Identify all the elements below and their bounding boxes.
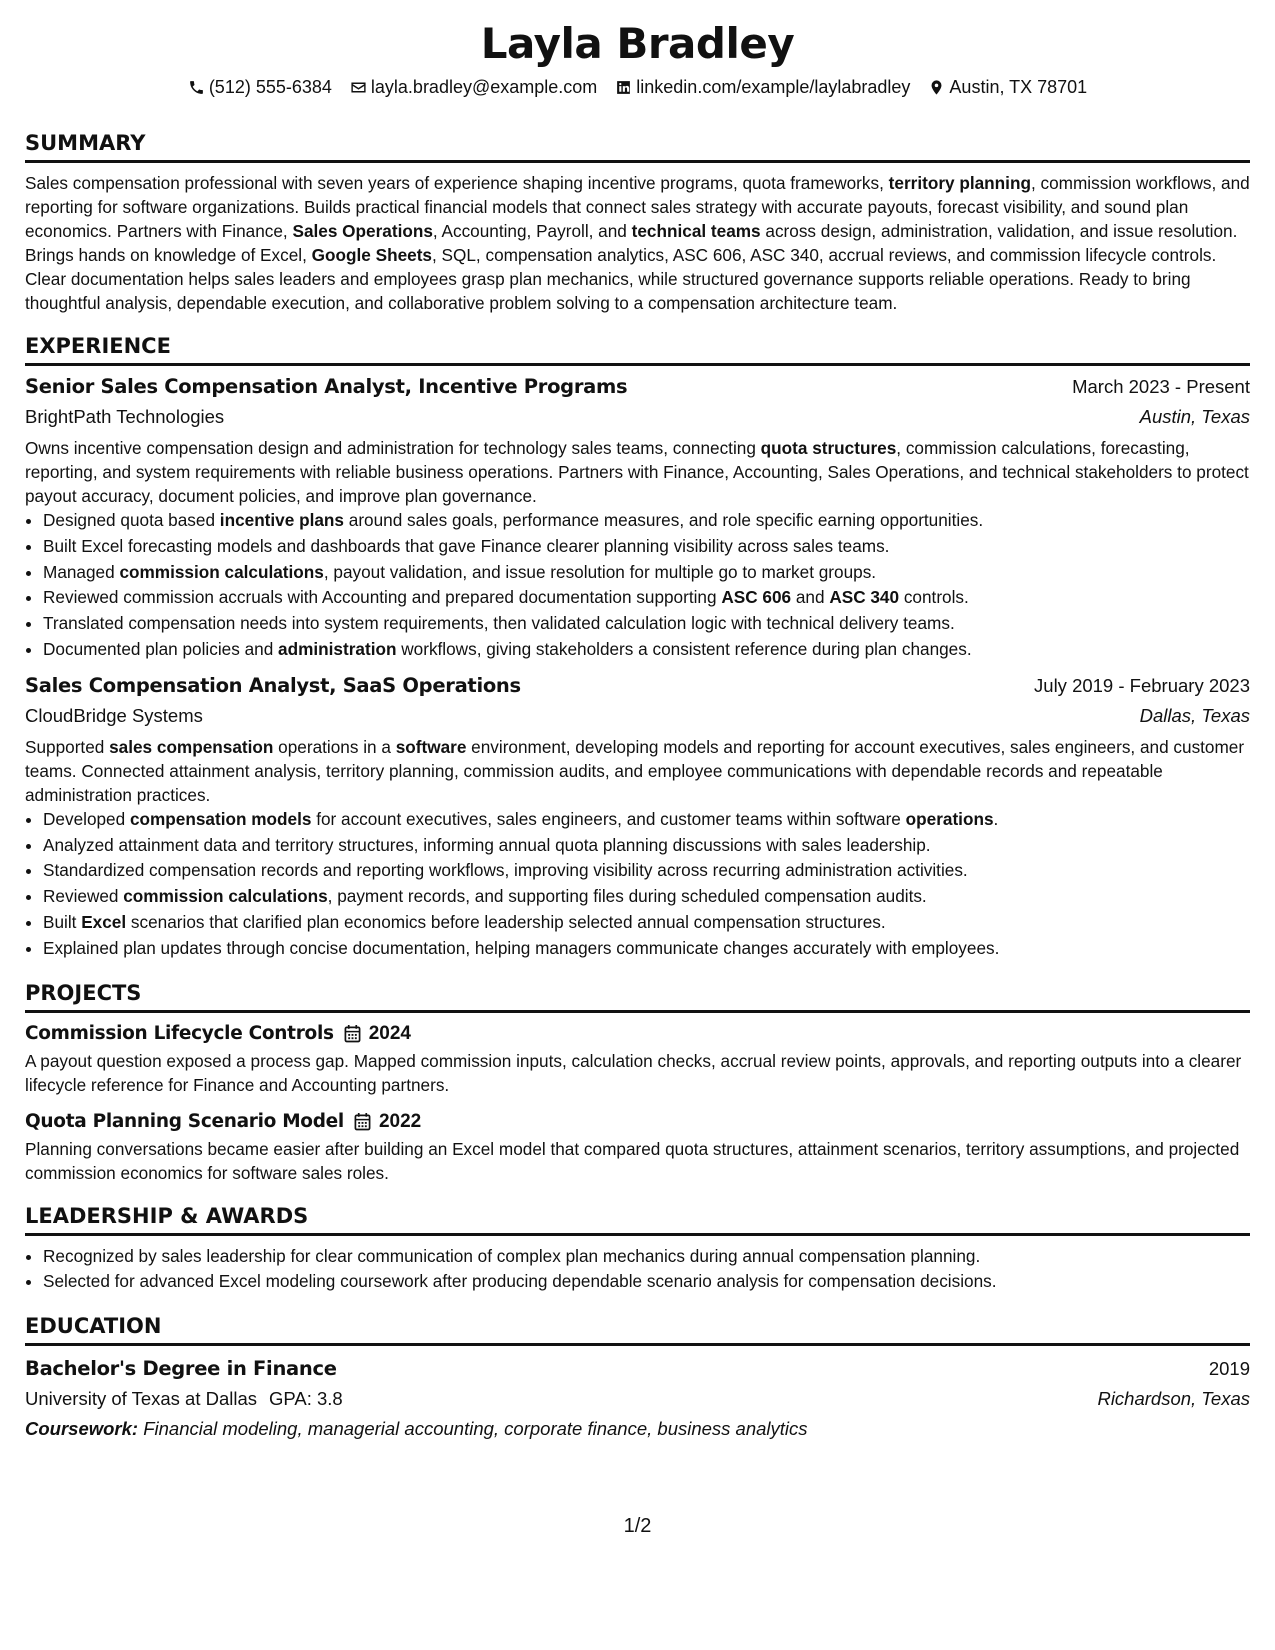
list-item: • Built Excel forecasting models and dashboards that gave Finance clearer planning visibility across sales teams. [43,534,1250,560]
experience-section [25,333,1250,962]
list-item: • Documented plan policies and administration workflows, giving stakeholders a consistent reference during plan changes. [43,637,1250,663]
company-name: BrightPath Technologies [25,406,225,427]
page-number: 1/2 [623,1515,652,1537]
project-year: 2022 [378,1110,422,1132]
resume-page [25,18,1250,1444]
job-bullets [25,807,1250,962]
list-item: • Recognized by sales leadership for clear communication of complex plan mechanics during annual compensation planning. [43,1244,1250,1270]
map-pin-icon [928,79,945,96]
graduation-year: 2019 [1208,1358,1250,1380]
section-title-education: EDUCATION [25,1313,1250,1346]
school-location: Richardson, Texas [1097,1388,1250,1410]
leadership-list [25,1244,1250,1296]
list-item: • Built Excel scenarios that clarified plan economics before leadership selected annual compensation structures. [43,910,1250,936]
list-item: • Selected for advanced Excel modeling coursework after producing dependable scenario analysis for compensation decisions. [43,1269,1250,1295]
job-bullets [25,508,1250,663]
project-year: 2024 [368,1022,411,1044]
contact-bar [25,74,1250,100]
list-item: • Reviewed commission calculations, payment records, and supporting files during scheduled compensation audits. [43,884,1250,910]
list-item: • Designed quota based incentive plans around sales goals, performance measures, and role specific earning opportunities. [43,508,1250,534]
job-date: March 2023 - Present [1072,376,1250,397]
phone-icon [188,79,205,96]
list-item: • Translated compensation needs into system requirements, then validated calculation logic with technical delivery teams. [43,611,1250,637]
job-description: Owns incentive compensation design and administration for technology sales teams, connecting quota structures, commission calculations, forecasting, reporting, and system requirements with reliable business operations. Partners with Finance, Accounting, Sales Operations, and technical stakeholders to protect payout accuracy, document policies, and improve plan governance. [25,438,1249,506]
leadership-section [25,1203,1250,1296]
candidate-name: Layla Bradley [480,19,795,68]
contact-linkedin[interactable] [615,74,910,100]
contact-location [928,74,1087,100]
section-title-projects: PROJECTS [25,980,1250,1013]
job-title: Senior Sales Compensation Analyst, Incentive Programs [25,375,628,398]
phone-text: (512) 555-6384 [208,77,332,97]
job-title: Sales Compensation Analyst, SaaS Operations [25,673,521,697]
calendar-icon [344,1024,361,1043]
project-description: A payout question exposed a process gap. Mapped commission inputs, calculation checks, accrual review points, approvals, and reporting outputs into a clearer lifecycle reference for Finance and Accounting partners. [25,1050,1242,1095]
project-title: Quota Planning Scenario Model [25,1110,344,1132]
project-entry [25,1107,1250,1185]
project-entry [25,1019,1250,1097]
list-item: • Explained plan updates through concise documentation, helping managers communicate changes accurately with employees. [43,936,1250,962]
job-date: July 2019 - February 2023 [1034,674,1250,696]
degree-title: Bachelor's Degree in Finance [25,1357,337,1381]
summary-section [25,130,1250,315]
gpa: GPA: 3.8 [269,1388,343,1410]
envelope-icon [350,79,367,96]
list-item: • Reviewed commission accruals with Accounting and prepared documentation supporting ASC 606 and ASC 340 controls. [43,585,1250,611]
list-item: • Managed commission calculations, payout validation, and issue resolution for multiple go to market groups. [43,560,1250,586]
contact-email[interactable] [350,74,597,100]
job-location: Austin, Texas [1139,406,1250,427]
job-description: Supported sales compensation operations in a software environment, developing models and reporting for account executives, sales engineers, and customer teams. Connected attainment analysis, territory planning, commission audits, and employee communications with dependable records and repeatable administration practices. [25,736,1245,805]
email-link[interactable]: layla.bradley@example.com [370,77,598,97]
job-location: Dallas, Texas [1139,704,1250,726]
list-item: • Analyzed attainment data and territory structures, informing annual quota planning discussions with sales leadership. [43,833,1250,859]
contact-phone [188,74,332,100]
section-title-experience: EXPERIENCE [25,333,1250,366]
linkedin-icon [615,79,632,96]
section-title-summary: SUMMARY [25,130,1250,163]
section-title-leadership: LEADERSHIP & AWARDS [25,1203,1250,1236]
list-item: • Standardized compensation records and reporting workflows, improving visibility across recurring administration activities. [43,858,1250,884]
coursework: Coursework: Financial modeling, managerial accounting, corporate finance, business analytics [25,1418,808,1440]
job-entry [25,671,1250,962]
linkedin-link[interactable]: linkedin.com/example/laylabradley [636,77,911,97]
location-text: Austin, TX 78701 [949,77,1088,97]
project-title: Commission Lifecycle Controls [25,1022,334,1044]
summary-text: Sales compensation professional with seven years of experience shaping incentive programs, quota frameworks, territory planning, commission workflows, and reporting for software organizations. Builds practical financial models that connect sales strategy with accurate payouts, forecast visibility, and sound plan economics. Partners with Finance, Sales Operations, Accounting, Payroll, and technical teams across design, administration, validation, and issue resolution. Brings hands on knowledge of Excel, Google Sheets, SQL, compensation analytics, ASC 606, ASC 340, accrual reviews, and commission lifecycle controls. Clear documentation helps sales leaders and employees grasp plan mechanics, while structured governance supports reliable operations. Ready to bring thoughtful analysis, dependable execution, and collaborative problem solving to a compensation architecture team. [25,173,1250,313]
projects-section [25,980,1250,1185]
school-name: University of Texas at Dallas [25,1388,258,1410]
education-section [25,1313,1250,1444]
company-name: CloudBridge Systems [25,704,203,726]
calendar-icon [354,1112,371,1131]
project-description: Planning conversations became easier after building an Excel model that compared quota structures, attainment scenarios, territory assumptions, and projected commission economics for software sales roles. [25,1138,1240,1183]
list-item: • Developed compensation models for account executives, sales engineers, and customer teams within software operations. [43,807,1250,833]
job-entry [25,372,1250,663]
